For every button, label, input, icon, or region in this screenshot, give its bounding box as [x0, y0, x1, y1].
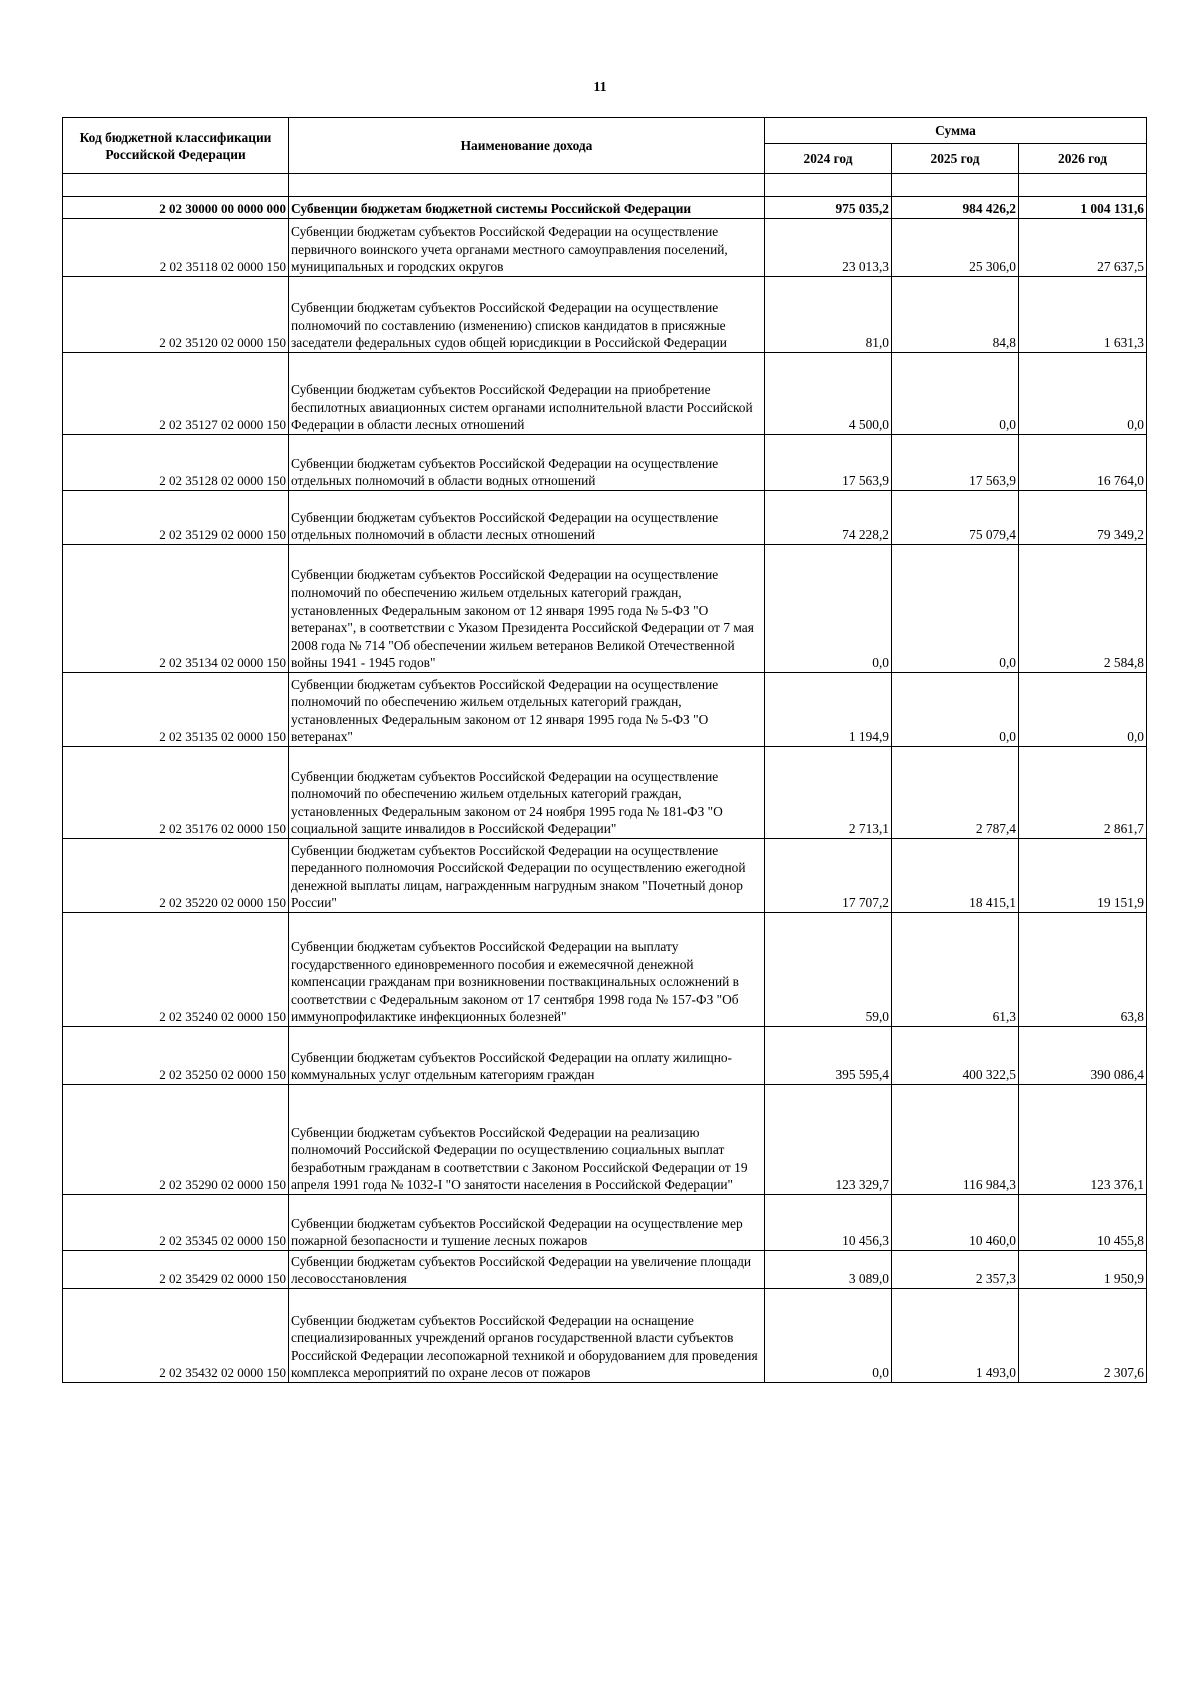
row-value-2025: 1 493,0 [892, 1289, 1019, 1383]
table-row [63, 491, 1147, 545]
row-code: 2 02 35118 02 0000 150 [63, 219, 289, 277]
row-value-2026: 27 637,5 [1019, 219, 1147, 277]
row-value-2024: 4 500,0 [765, 353, 892, 435]
row-value-2026: 2 584,8 [1019, 545, 1147, 673]
row-code: 2 02 35120 02 0000 150 [63, 277, 289, 353]
row-name: Субвенции бюджетам бюджетной системы Российской Федерации [289, 197, 765, 219]
row-name: Субвенции бюджетам субъектов Российской Федерации на оплату жилищно-коммунальных услуг отдельным категориям граждан [289, 1027, 765, 1085]
row-value-2025: 116 984,3 [892, 1085, 1019, 1195]
table-row [63, 1289, 1147, 1383]
header-name: Наименование дохода [289, 118, 765, 174]
table-row [63, 913, 1147, 1027]
row-code: 2 02 35135 02 0000 150 [63, 673, 289, 747]
table-row [63, 197, 1147, 219]
row-value-2026: 1 950,9 [1019, 1251, 1147, 1289]
table-row [63, 1027, 1147, 1085]
table-row [63, 277, 1147, 353]
row-value-2026: 0,0 [1019, 673, 1147, 747]
row-value-2025: 10 460,0 [892, 1195, 1019, 1251]
row-value-2026: 79 349,2 [1019, 491, 1147, 545]
table-row [63, 747, 1147, 839]
table-row [63, 353, 1147, 435]
row-name: Субвенции бюджетам субъектов Российской Федерации на осуществление переданного полномочия Российской Федерации по осуществлению ежегодной денежной выплаты лицам, награжденным нагрудным знаком "Почетный донор России" [289, 839, 765, 913]
row-value-2024: 3 089,0 [765, 1251, 892, 1289]
row-name: Субвенции бюджетам субъектов Российской Федерации на осуществление первичного воинского учета органами местного самоуправления поселений, муниципальных и городских округов [289, 219, 765, 277]
row-value-2024: 395 595,4 [765, 1027, 892, 1085]
row-value-2025: 84,8 [892, 277, 1019, 353]
row-value-2026: 63,8 [1019, 913, 1147, 1027]
header-year-2026: 2026 год [1019, 144, 1147, 174]
table-row [63, 435, 1147, 491]
row-value-2025: 25 306,0 [892, 219, 1019, 277]
header-sum: Сумма [765, 118, 1147, 144]
row-value-2024: 23 013,3 [765, 219, 892, 277]
row-name: Субвенции бюджетам субъектов Российской Федерации на реализацию полномочий Российской Федерации по осуществлению социальных выплат безработным гражданам в соответствии с Законом Российской Федерации от 19 апреля 1991 года № 1032-I "О занятости населения в Российской Федерации" [289, 1085, 765, 1195]
table-row [63, 545, 1147, 673]
row-code: 2 02 35129 02 0000 150 [63, 491, 289, 545]
row-value-2026: 2 307,6 [1019, 1289, 1147, 1383]
row-value-2024: 17 707,2 [765, 839, 892, 913]
row-value-2025: 17 563,9 [892, 435, 1019, 491]
row-value-2024: 123 329,7 [765, 1085, 892, 1195]
row-value-2025: 400 322,5 [892, 1027, 1019, 1085]
row-name: Субвенции бюджетам субъектов Российской Федерации на оснащение специализированных учреждений органов государственной власти субъектов Российской Федерации лесопожарной техникой и оборудованием для проведения комплекса мероприятий по охране лесов от пожаров [289, 1289, 765, 1383]
row-name: Субвенции бюджетам субъектов Российской Федерации на осуществление отдельных полномочий в области водных отношений [289, 435, 765, 491]
row-value-2024: 10 456,3 [765, 1195, 892, 1251]
table-header [63, 118, 1147, 174]
row-value-2025: 2 357,3 [892, 1251, 1019, 1289]
table-row [63, 673, 1147, 747]
row-code: 2 02 35290 02 0000 150 [63, 1085, 289, 1195]
row-name: Субвенции бюджетам субъектов Российской Федерации на увеличение площади лесовосстановления [289, 1251, 765, 1289]
row-value-2024: 81,0 [765, 277, 892, 353]
header-code: Код бюджетной классификации Российской Федерации [63, 118, 289, 174]
row-name: Субвенции бюджетам субъектов Российской Федерации на осуществление отдельных полномочий в области лесных отношений [289, 491, 765, 545]
row-name: Субвенции бюджетам субъектов Российской Федерации на осуществление мер пожарной безопасности и тушение лесных пожаров [289, 1195, 765, 1251]
row-value-2026: 390 086,4 [1019, 1027, 1147, 1085]
row-value-2024: 0,0 [765, 545, 892, 673]
table-row [63, 839, 1147, 913]
row-code: 2 02 30000 00 0000 000 [63, 197, 289, 219]
row-code: 2 02 35250 02 0000 150 [63, 1027, 289, 1085]
row-value-2025: 984 426,2 [892, 197, 1019, 219]
row-code: 2 02 35345 02 0000 150 [63, 1195, 289, 1251]
row-value-2025: 0,0 [892, 353, 1019, 435]
row-value-2025: 18 415,1 [892, 839, 1019, 913]
row-value-2026: 0,0 [1019, 353, 1147, 435]
row-value-2024: 17 563,9 [765, 435, 892, 491]
row-code: 2 02 35240 02 0000 150 [63, 913, 289, 1027]
row-value-2026: 16 764,0 [1019, 435, 1147, 491]
row-name: Субвенции бюджетам субъектов Российской Федерации на осуществление полномочий по обеспечению жильем отдельных категорий граждан, установленных Федеральным законом от 12 января 1995 года № 5-ФЗ "О ветеранах", в соответствии с Указом Президента Российской Федерации от 7 мая 2008 года № 714 "Об обеспечении жильем ветеранов Великой Отечественной войны 1941 - 1945 годов" [289, 545, 765, 673]
table-row [63, 1195, 1147, 1251]
row-value-2024: 74 228,2 [765, 491, 892, 545]
row-name: Субвенции бюджетам субъектов Российской Федерации на осуществление полномочий по обеспечению жильем отдельных категорий граждан, установленных Федеральным законом от 24 ноября 1995 года № 181-ФЗ "О социальной защите инвалидов в Российской Федерации" [289, 747, 765, 839]
row-value-2025: 61,3 [892, 913, 1019, 1027]
row-name: Субвенции бюджетам субъектов Российской Федерации на осуществление полномочий по обеспечению жильем отдельных категорий граждан, установленных Федеральным законом от 12 января 1995 года № 5-ФЗ "О ветеранах" [289, 673, 765, 747]
row-name: Субвенции бюджетам субъектов Российской Федерации на осуществление полномочий по составлению (изменению) списков кандидатов в присяжные заседатели федеральных судов общей юрисдикции в Российской Федерации [289, 277, 765, 353]
table-row [63, 219, 1147, 277]
table-row [63, 1251, 1147, 1289]
row-code: 2 02 35432 02 0000 150 [63, 1289, 289, 1383]
row-code: 2 02 35134 02 0000 150 [63, 545, 289, 673]
row-value-2026: 1 004 131,6 [1019, 197, 1147, 219]
row-value-2025: 2 787,4 [892, 747, 1019, 839]
row-value-2024: 975 035,2 [765, 197, 892, 219]
row-value-2024: 2 713,1 [765, 747, 892, 839]
row-code: 2 02 35128 02 0000 150 [63, 435, 289, 491]
row-value-2025: 0,0 [892, 545, 1019, 673]
header-year-2024: 2024 год [765, 144, 892, 174]
row-value-2024: 1 194,9 [765, 673, 892, 747]
row-value-2026: 123 376,1 [1019, 1085, 1147, 1195]
row-code: 2 02 35176 02 0000 150 [63, 747, 289, 839]
table-body [63, 174, 1147, 1383]
row-value-2024: 59,0 [765, 913, 892, 1027]
row-name: Субвенции бюджетам субъектов Российской Федерации на выплату государственного единовременного пособия и ежемесячной денежной компенсации гражданам при возникновении поствакцинальных осложнений в соответствии с Федеральным законом от 17 сентября 1998 года № 157-ФЗ "Об иммунопрофилактике инфекционных болезней" [289, 913, 765, 1027]
row-value-2024: 0,0 [765, 1289, 892, 1383]
row-value-2025: 75 079,4 [892, 491, 1019, 545]
page-number: 11 [593, 80, 607, 95]
income-table [62, 117, 1147, 1383]
row-code: 2 02 35127 02 0000 150 [63, 353, 289, 435]
header-spacer-row [63, 174, 1147, 197]
header-year-2025: 2025 год [892, 144, 1019, 174]
row-value-2026: 19 151,9 [1019, 839, 1147, 913]
row-code: 2 02 35429 02 0000 150 [63, 1251, 289, 1289]
row-value-2026: 1 631,3 [1019, 277, 1147, 353]
row-value-2025: 0,0 [892, 673, 1019, 747]
row-value-2026: 10 455,8 [1019, 1195, 1147, 1251]
row-code: 2 02 35220 02 0000 150 [63, 839, 289, 913]
table-row [63, 1085, 1147, 1195]
row-name: Субвенции бюджетам субъектов Российской Федерации на приобретение беспилотных авиационных систем органами исполнительной власти Российской Федерации в области лесных отношений [289, 353, 765, 435]
row-value-2026: 2 861,7 [1019, 747, 1147, 839]
